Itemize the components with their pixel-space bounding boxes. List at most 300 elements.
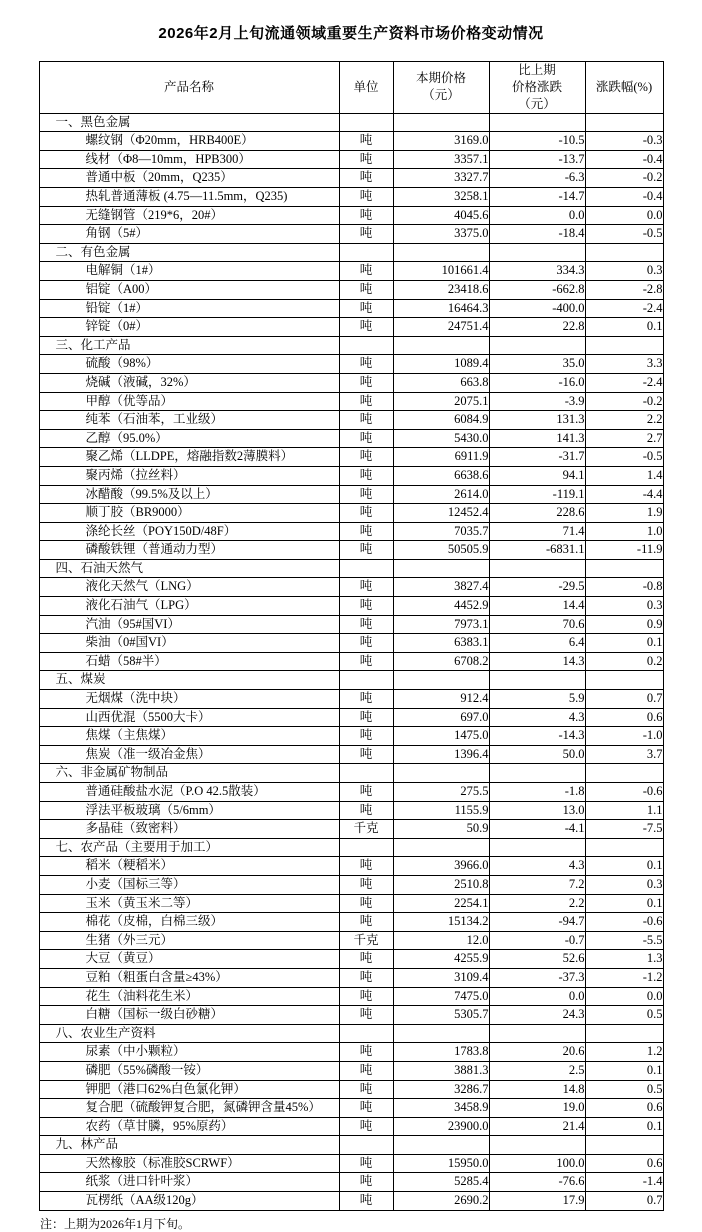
row-change-rate: -0.4 [585,150,663,169]
row-price-change: 70.6 [489,615,585,634]
row-price-change: 14.3 [489,652,585,671]
row-price-change: 35.0 [489,355,585,374]
row-change-rate [585,559,663,578]
row-change-rate: -2.8 [585,280,663,299]
row-product-name: 铝锭（A00） [39,280,339,299]
row-unit: 吨 [339,1061,393,1080]
table-row [39,634,663,653]
row-current-price: 23900.0 [393,1117,489,1136]
row-change-rate: 0.1 [585,318,663,337]
row-current-price: 1783.8 [393,1043,489,1062]
table-row [39,1006,663,1025]
row-price-change: 141.3 [489,429,585,448]
table-row [39,615,663,634]
row-change-rate: 0.6 [585,1099,663,1118]
row-current-price: 3169.0 [393,132,489,151]
row-price-change: -18.4 [489,225,585,244]
row-product-name: 磷酸铁锂（普通动力型） [39,541,339,560]
row-price-change: 22.8 [489,318,585,337]
row-price-change: 17.9 [489,1192,585,1211]
table-row [39,299,663,318]
row-change-rate [585,1024,663,1043]
row-category-name: 三、化工产品 [39,336,339,355]
row-change-rate: 0.3 [585,875,663,894]
row-product-name: 乙醇（95.0%） [39,429,339,448]
row-unit: 吨 [339,132,393,151]
row-change-rate: -0.8 [585,578,663,597]
row-current-price: 3357.1 [393,150,489,169]
header-price-change-line1: 比上期 [518,63,556,77]
row-current-price: 3827.4 [393,578,489,597]
table-row [39,448,663,467]
row-price-change: -76.6 [489,1173,585,1192]
row-price-change: -13.7 [489,150,585,169]
table-row [39,597,663,616]
row-current-price: 4452.9 [393,597,489,616]
row-unit: 吨 [339,485,393,504]
header-current-price [393,62,489,114]
row-change-rate: -1.4 [585,1173,663,1192]
row-current-price: 2510.8 [393,875,489,894]
row-current-price: 2614.0 [393,485,489,504]
row-price-change: 100.0 [489,1154,585,1173]
row-price-change [489,764,585,783]
row-category-name: 九、林产品 [39,1136,339,1155]
row-change-rate: 0.7 [585,690,663,709]
row-current-price: 3375.0 [393,225,489,244]
row-unit: 吨 [339,411,393,430]
row-change-rate: -0.6 [585,783,663,802]
row-current-price [393,336,489,355]
row-product-name: 锌锭（0#） [39,318,339,337]
row-unit: 吨 [339,225,393,244]
row-price-change: -0.7 [489,931,585,950]
table-row [39,262,663,281]
row-price-change: 0.0 [489,206,585,225]
row-product-name: 聚乙烯（LLDPE，熔融指数2薄膜料） [39,448,339,467]
row-unit: 吨 [339,206,393,225]
row-product-name: 无缝钢管（219*6，20#） [39,206,339,225]
header-change-rate: 涨跌幅(%) [585,62,663,114]
row-current-price [393,764,489,783]
row-change-rate: -0.6 [585,913,663,932]
table-row [39,559,663,578]
table-row [39,485,663,504]
row-current-price: 15134.2 [393,913,489,932]
row-current-price [393,243,489,262]
row-current-price: 2690.2 [393,1192,489,1211]
row-current-price: 7973.1 [393,615,489,634]
row-product-name: 柴油（0#国VI） [39,634,339,653]
row-change-rate: -5.5 [585,931,663,950]
row-price-change [489,559,585,578]
row-current-price: 3109.4 [393,968,489,987]
row-current-price: 23418.6 [393,280,489,299]
row-unit: 吨 [339,188,393,207]
row-product-name: 大豆（黄豆） [39,950,339,969]
row-change-rate: -4.4 [585,485,663,504]
row-category-name: 八、农业生产资料 [39,1024,339,1043]
row-current-price: 5430.0 [393,429,489,448]
row-category-name: 一、黑色金属 [39,113,339,132]
row-unit [339,1136,393,1155]
row-product-name: 农药（草甘膦，95%原药） [39,1117,339,1136]
row-change-rate: 0.9 [585,615,663,634]
row-change-rate: 1.0 [585,522,663,541]
row-unit: 吨 [339,727,393,746]
row-product-name: 角钢（5#） [39,225,339,244]
row-category-name: 四、石油天然气 [39,559,339,578]
row-current-price: 3458.9 [393,1099,489,1118]
row-unit [339,559,393,578]
table-row [39,857,663,876]
table-row [39,318,663,337]
row-current-price: 1155.9 [393,801,489,820]
row-price-change: 7.2 [489,875,585,894]
row-current-price: 50.9 [393,820,489,839]
table-row [39,336,663,355]
row-product-name: 多晶硅（致密料） [39,820,339,839]
row-unit: 吨 [339,504,393,523]
row-unit [339,1024,393,1043]
header-current-price-line2: （元） [422,88,460,103]
row-price-change [489,336,585,355]
row-change-rate: 0.1 [585,894,663,913]
row-unit [339,671,393,690]
row-change-rate [585,671,663,690]
row-price-change: -94.7 [489,913,585,932]
row-product-name: 螺纹钢（Φ20mm，HRB400E） [39,132,339,151]
table-row [39,225,663,244]
row-change-rate [585,1136,663,1155]
row-current-price: 6383.1 [393,634,489,653]
header-unit: 单位 [339,62,393,114]
row-price-change: 20.6 [489,1043,585,1062]
row-current-price: 5285.4 [393,1173,489,1192]
row-current-price: 12.0 [393,931,489,950]
row-change-rate [585,243,663,262]
row-current-price: 275.5 [393,783,489,802]
row-price-change: -3.9 [489,392,585,411]
table-row [39,931,663,950]
table-row [39,429,663,448]
row-change-rate: 0.1 [585,1061,663,1080]
row-price-change: 24.3 [489,1006,585,1025]
row-current-price: 7035.7 [393,522,489,541]
row-unit [339,838,393,857]
table-row [39,1117,663,1136]
table-row [39,132,663,151]
table-row [39,894,663,913]
row-change-rate: 0.0 [585,206,663,225]
table-row [39,1061,663,1080]
table-row [39,355,663,374]
row-current-price: 697.0 [393,708,489,727]
row-current-price: 1475.0 [393,727,489,746]
table-row [39,280,663,299]
row-price-change: 94.1 [489,466,585,485]
row-unit [339,113,393,132]
row-change-rate: -1.2 [585,968,663,987]
table-note: 注：上期为2026年1月下旬。 [40,1216,191,1231]
row-price-change: 14.8 [489,1080,585,1099]
row-change-rate: 3.7 [585,745,663,764]
row-unit: 吨 [339,280,393,299]
row-product-name: 石蜡（58#半） [39,652,339,671]
row-unit: 吨 [339,448,393,467]
row-change-rate: 3.3 [585,355,663,374]
header-product-name: 产品名称 [39,62,339,114]
price-table [39,61,664,1211]
table-row [39,392,663,411]
row-price-change [489,1136,585,1155]
row-change-rate: 0.6 [585,1154,663,1173]
row-category-name: 五、煤炭 [39,671,339,690]
row-unit [339,243,393,262]
row-price-change: 0.0 [489,987,585,1006]
table-row [39,801,663,820]
row-change-rate: 1.4 [585,466,663,485]
row-current-price: 16464.3 [393,299,489,318]
header-price-change-line3: （元） [518,96,556,111]
row-product-name: 瓦楞纸（AA级120g） [39,1192,339,1211]
row-change-rate: -0.2 [585,169,663,188]
table-row [39,373,663,392]
table-body [39,113,663,1210]
row-product-name: 液化石油气（LPG） [39,597,339,616]
row-unit: 吨 [339,801,393,820]
row-unit: 吨 [339,1080,393,1099]
row-change-rate: 0.5 [585,1006,663,1025]
table-row [39,913,663,932]
row-product-name: 纯苯（石油苯，工业级） [39,411,339,430]
row-product-name: 复合肥（硫酸钾复合肥，氮磷钾含量45%） [39,1099,339,1118]
row-unit: 吨 [339,987,393,1006]
row-unit: 吨 [339,392,393,411]
row-unit: 吨 [339,429,393,448]
row-change-rate: 0.6 [585,708,663,727]
row-current-price: 663.8 [393,373,489,392]
row-change-rate: 0.3 [585,262,663,281]
table-row [39,1192,663,1211]
table-row [39,727,663,746]
row-unit: 吨 [339,894,393,913]
table-row [39,206,663,225]
row-product-name: 小麦（国标三等） [39,875,339,894]
row-unit: 吨 [339,950,393,969]
row-price-change: 50.0 [489,745,585,764]
row-price-change: -16.0 [489,373,585,392]
row-unit: 吨 [339,1173,393,1192]
header-price-change-line2: 价格涨跌 [511,79,562,94]
row-change-rate: 1.1 [585,801,663,820]
row-current-price: 3881.3 [393,1061,489,1080]
row-change-rate: 1.9 [585,504,663,523]
row-unit: 吨 [339,318,393,337]
row-change-rate: -2.4 [585,373,663,392]
row-product-name: 磷肥（55%磷酸一铵） [39,1061,339,1080]
row-change-rate [585,838,663,857]
row-current-price: 3327.7 [393,169,489,188]
row-unit: 千克 [339,820,393,839]
row-current-price: 3258.1 [393,188,489,207]
row-change-rate: 0.2 [585,652,663,671]
row-product-name: 铅锭（1#） [39,299,339,318]
row-price-change: -14.3 [489,727,585,746]
row-unit: 吨 [339,652,393,671]
row-product-name: 烧碱（液碱，32%） [39,373,339,392]
table-row [39,541,663,560]
table-row [39,188,663,207]
row-price-change [489,113,585,132]
row-change-rate: -2.4 [585,299,663,318]
table-row [39,466,663,485]
row-unit: 吨 [339,355,393,374]
row-price-change: 19.0 [489,1099,585,1118]
row-product-name: 无烟煤（洗中块） [39,690,339,709]
table-row [39,1080,663,1099]
row-product-name: 浮法平板玻璃（5/6mm） [39,801,339,820]
table-row [39,1173,663,1192]
row-current-price: 3966.0 [393,857,489,876]
row-product-name: 棉花（皮棉，白棉三级） [39,913,339,932]
row-price-change: -14.7 [489,188,585,207]
row-product-name: 冰醋酸（99.5%及以上） [39,485,339,504]
row-product-name: 甲醇（优等品） [39,392,339,411]
row-current-price [393,671,489,690]
row-price-change: 228.6 [489,504,585,523]
table-row [39,1136,663,1155]
table-row [39,764,663,783]
row-unit: 吨 [339,373,393,392]
row-price-change: -662.8 [489,280,585,299]
row-category-name: 二、有色金属 [39,243,339,262]
table-row [39,1024,663,1043]
row-current-price: 3286.7 [393,1080,489,1099]
row-product-name: 豆粕（粗蛋白含量≥43%） [39,968,339,987]
row-change-rate: 1.3 [585,950,663,969]
row-product-name: 普通中板（20mm，Q235） [39,169,339,188]
row-unit: 吨 [339,615,393,634]
table-row [39,820,663,839]
row-price-change: 334.3 [489,262,585,281]
row-unit: 吨 [339,1099,393,1118]
row-product-name: 涤纶长丝（POY150D/48F） [39,522,339,541]
row-category-name: 六、非金属矿物制品 [39,764,339,783]
row-current-price: 24751.4 [393,318,489,337]
table-row [39,968,663,987]
row-unit [339,764,393,783]
row-product-name: 电解铜（1#） [39,262,339,281]
row-change-rate: 1.2 [585,1043,663,1062]
row-unit: 吨 [339,299,393,318]
row-current-price [393,838,489,857]
row-unit: 吨 [339,150,393,169]
row-price-change: 14.4 [489,597,585,616]
row-product-name: 钾肥（港口62%白色氯化钾） [39,1080,339,1099]
row-unit: 吨 [339,913,393,932]
row-unit: 吨 [339,875,393,894]
row-price-change [489,671,585,690]
table-row [39,150,663,169]
row-price-change: -400.0 [489,299,585,318]
table-row [39,690,663,709]
row-current-price: 6708.2 [393,652,489,671]
row-change-rate: -1.0 [585,727,663,746]
table-row [39,875,663,894]
table-row [39,652,663,671]
row-unit [339,336,393,355]
row-product-name: 焦煤（主焦煤） [39,727,339,746]
row-price-change: -31.7 [489,448,585,467]
row-price-change [489,243,585,262]
row-unit: 吨 [339,1006,393,1025]
row-price-change: 2.2 [489,894,585,913]
table-row [39,169,663,188]
row-product-name: 稻米（粳稻米） [39,857,339,876]
row-category-name: 七、农产品（主要用于加工） [39,838,339,857]
table-row [39,708,663,727]
table-row [39,838,663,857]
row-unit: 吨 [339,1117,393,1136]
row-current-price: 12452.4 [393,504,489,523]
row-product-name: 尿素（中小颗粒） [39,1043,339,1062]
row-product-name: 白糖（国标一级白砂糖） [39,1006,339,1025]
row-change-rate: 2.7 [585,429,663,448]
table-header [39,62,663,114]
row-product-name: 玉米（黄玉米二等） [39,894,339,913]
row-price-change: -4.1 [489,820,585,839]
row-price-change: -10.5 [489,132,585,151]
row-unit: 吨 [339,578,393,597]
row-product-name: 顺丁胶（BR9000） [39,504,339,523]
row-product-name: 天然橡胶（标准胶SCRWF） [39,1154,339,1173]
row-current-price: 7475.0 [393,987,489,1006]
row-product-name: 热轧普通薄板 (4.75—11.5mm，Q235) [39,188,339,207]
row-current-price: 2254.1 [393,894,489,913]
row-unit: 吨 [339,541,393,560]
row-product-name: 液化天然气（LNG） [39,578,339,597]
row-product-name: 山西优混（5500大卡） [39,708,339,727]
row-product-name: 硫酸（98%） [39,355,339,374]
row-price-change: 5.9 [489,690,585,709]
row-price-change: 2.5 [489,1061,585,1080]
row-price-change: 4.3 [489,857,585,876]
row-price-change: -119.1 [489,485,585,504]
row-unit: 吨 [339,466,393,485]
page-title: 2026年2月上旬流通领域重要生产资料市场价格变动情况 [158,25,544,42]
row-product-name: 普通硅酸盐水泥（P.O 42.5散装） [39,783,339,802]
row-current-price: 6638.6 [393,466,489,485]
table-row [39,783,663,802]
row-unit: 吨 [339,169,393,188]
row-price-change: 4.3 [489,708,585,727]
table-row [39,113,663,132]
row-unit: 吨 [339,1154,393,1173]
row-current-price: 4045.6 [393,206,489,225]
row-change-rate [585,113,663,132]
table-row [39,1099,663,1118]
row-change-rate: 0.1 [585,634,663,653]
row-change-rate: -11.9 [585,541,663,560]
row-unit: 吨 [339,522,393,541]
row-change-rate: 2.2 [585,411,663,430]
row-change-rate: 0.7 [585,1192,663,1211]
row-current-price: 1396.4 [393,745,489,764]
table-row [39,950,663,969]
row-change-rate: -0.2 [585,392,663,411]
row-change-rate [585,764,663,783]
